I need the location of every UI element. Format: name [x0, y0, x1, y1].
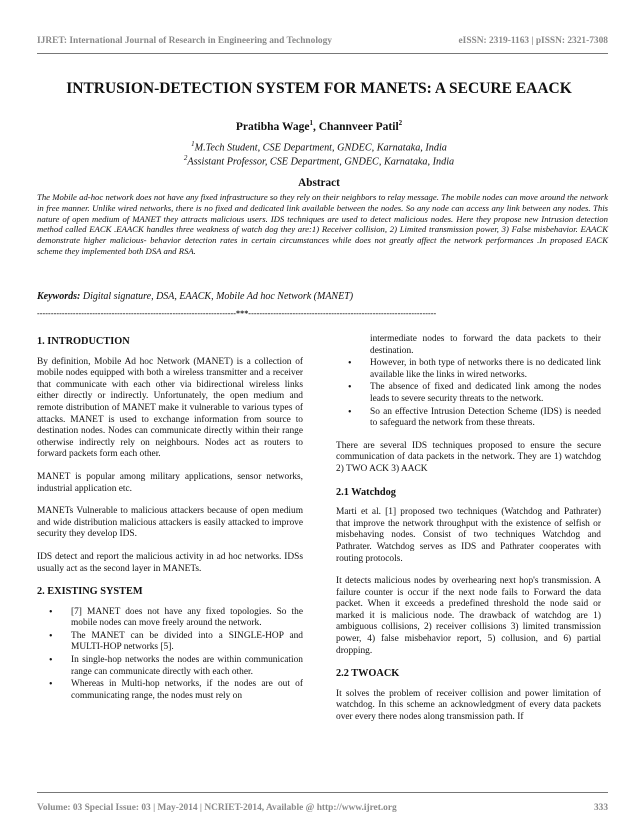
keywords [37, 291, 608, 302]
intro-heading: 1. INTRODUCTION [37, 336, 130, 347]
ids-paragraph: There are several IDS techniques proposed to ensure the secure communication of data packets in the network. They are 1) watchdog 2) TWO ACK 3) AACK [336, 440, 601, 474]
authors [0, 119, 638, 133]
left-column [37, 336, 303, 713]
existing-heading: 2. EXISTING SYSTEM [37, 586, 143, 598]
twoack-paragraph: It solves the problem of receiver collision and power limitation of watchdog. In this scheme an acknowledgment of every data packets over every there nodes along transmission path. If [336, 688, 601, 723]
watchdog-paragraph-1: Marti et al. [1] proposed two techniques (Watchdog and Pathrater) that improve the network throughput with the existence of selfish or misbehaving nodes. Consist of two techniques Watchdog and Pathrater. Watchdog serves as IDS and Pathrater cooperates with routing protocols. [336, 507, 601, 564]
author-1-sup: 1 [309, 119, 313, 127]
intro-paragraph-1: By definition, Mobile Ad hoc Network (MANET) is a collection of mobile nodes equipped with both a wireless transmitter and a receiver that communicate with each other via bidirectional wireless links either directly or indirectly. Unfortunately, the open medium and remote distribution of MANET make it vulnerable to various types of attacks. MANET is used to exchange information from source to destination nodes. Nodes can communicate directly within their range otherwise indirectly rely on neighbours. Nodes act as routers to forward packets form each other. [37, 356, 303, 460]
affiliation-2 [0, 154, 638, 167]
running-footer [37, 803, 608, 813]
list-item: • In single-hop networks the nodes are within communication range can communicate directly with each other. [37, 655, 303, 678]
twoack-heading: 2.2 TWOACK [336, 668, 400, 680]
keywords-label: Keywords: [37, 291, 81, 302]
list-item: • So an effective Intrusion Detection Scheme (IDS) is needed to safeguard the network from these threats. [336, 407, 601, 430]
footer-volume: Volume: 03 Special Issue: 03 | May-2014 | NCRIET-2014, Available @ http://www.ijret.org [37, 803, 397, 813]
affiliation-2-text: Assistant Professor, CSE Department, GNDEC, Karnataka, India [187, 156, 455, 168]
author-sep: , [312, 120, 319, 133]
affiliation-1 [0, 140, 638, 153]
intro-paragraph-3: MANETs Vulnerable to malicious attackers because of open medium and wide distribution malicious attackers is easily attacked to improve security they develop IDS. [37, 506, 303, 540]
watchdog-heading: 2.1 Watchdog [336, 486, 396, 498]
list-item: • However, in both type of networks there is no dedicated link available like the links in wired networks. [336, 358, 601, 381]
intro-paragraph-4: IDS detect and report the malicious activity in ad hoc networks. IDSs usually act as the second layer in MANETs. [37, 551, 303, 574]
affiliation-1-sup: 1 [191, 140, 195, 148]
list-item: • [7] MANET does not have any fixed topologies. So the mobile nodes can move freely around the network. [37, 607, 303, 630]
keywords-text: Digital signature, DSA, EAACK, Mobile Ad hoc Network (MANET) [80, 291, 354, 302]
network-bullets [336, 358, 601, 430]
author-2: Channveer Patil [318, 120, 399, 133]
watchdog-paragraph-2: It detects malicious nodes by overhearing next hop's transmission. A failure counter is occur if the next node fails to Forward the data packet. When it exceeds a predefined threshold the node said or marked it is malicious node. The drawback of watchdog are 1) ambiguous collisions, 2) receiver collisions 3) limited transmission power, 4) false misbehavior report, 5) collusion, and 6) partial dropping. [336, 576, 601, 656]
abstract-text: The Mobile ad-hoc network does not have any fixed infrastructure so they rely on their neighbors to relay message. The mobile nodes can move around the network in free manner. Unlike wired networks, there is no fixed and dedicated link available between the nodes. So any node can access any link between any nodes. This nature of open medium of MANET they attracts malicious users. IDS techniques are used to detect malicious nodes. Here they propose new Intrusion detection method called EACK .EAACK handles three weakness of watch dog they are:1) Receiver collision, 2) Limited transmission power, 3) False misbehavior. EAACK demonstrate higher malicious- behavior detection rates in certain circumstances while does not greatly affect the network performances .In proposed EACK scheme they implemented both DSA and RSA. [37, 192, 608, 256]
footer-rule [37, 792, 608, 793]
abstract-heading: Abstract [298, 177, 340, 189]
list-item: • The MANET can be divided into a SINGLE-HOP and MULTI-HOP networks [5]. [37, 631, 303, 654]
section-separator: ------------------------------------------------------------------------***-------------------------------------------------------------------- [37, 309, 437, 318]
affiliation-1-text: M.Tech Student, CSE Department, GNDEC, Karnataka, India [194, 142, 447, 154]
page-number: 333 [593, 803, 608, 813]
bullet-continuation: intermediate nodes to forward the data packets to their destination. [370, 334, 601, 356]
intro-paragraph-2: MANET is popular among military applications, sensor networks, industrial application etc. [37, 471, 303, 494]
list-item: • Whereas in Multi-hop networks, if the nodes are out of communicating range, the nodes must rely on [37, 679, 303, 702]
running-header [37, 36, 608, 46]
right-column [336, 334, 601, 735]
paper-title: INTRUSION-DETECTION SYSTEM FOR MANETS: A SECURE EAACK [66, 80, 572, 97]
list-item: • The absence of fixed and dedicated link among the nodes leads to severe security threats to the network. [336, 382, 601, 405]
issn: eISSN: 2319-1163 | pISSN: 2321-7308 [458, 36, 608, 46]
affiliation-2-sup: 2 [183, 154, 188, 162]
existing-bullets [37, 607, 303, 703]
author-1: Pratibha Wage [235, 120, 310, 133]
header-rule [37, 53, 608, 54]
journal-name: IJRET: International Journal of Research in Engineering and Technology [37, 36, 332, 46]
author-2-sup: 2 [398, 119, 403, 127]
